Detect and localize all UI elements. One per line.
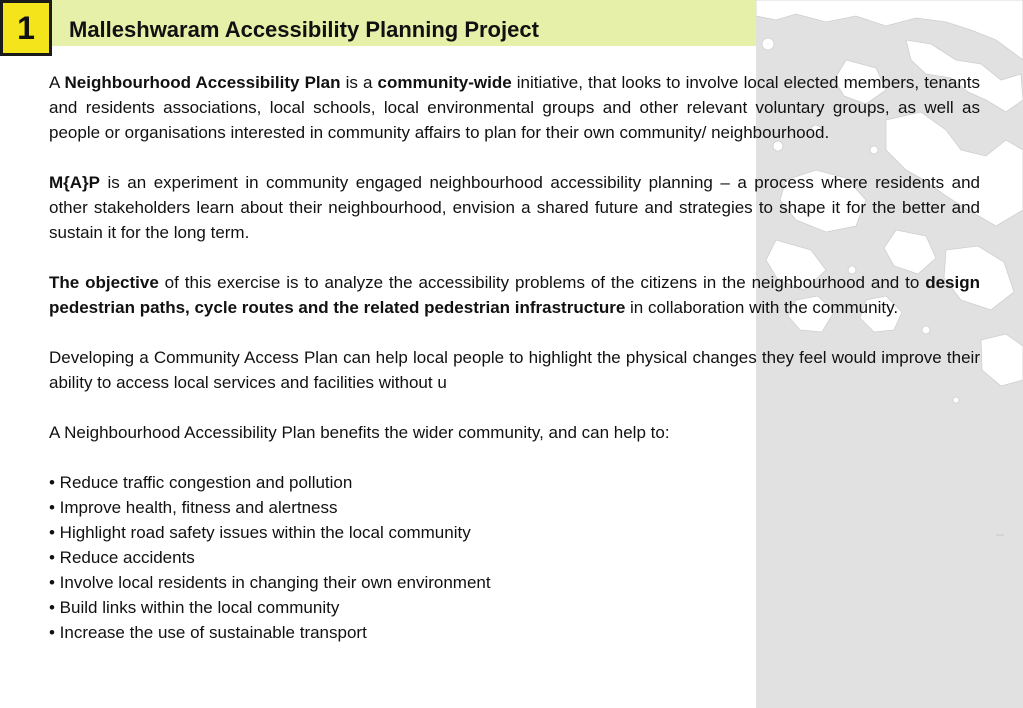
- list-item: • Reduce traffic congestion and pollution: [49, 473, 353, 492]
- slide-number-badge: [0, 0, 52, 56]
- paragraph-objective: The objective of this exercise is to analyze the accessibility problems of the citizens in the neighbourhood and to design pedestrian paths, cycle routes and the related pedestrian infrastructure in collaboration with the community.: [49, 273, 980, 317]
- page-title: Malleshwaram Accessibility Planning Project: [69, 17, 539, 42]
- list-item: • Involve local residents in changing their own environment: [49, 573, 491, 592]
- benefits-list: [49, 470, 980, 645]
- slide-number: 1: [17, 9, 35, 46]
- list-item: • Increase the use of sustainable transport: [49, 623, 367, 642]
- paragraph-benefits-intro: A Neighbourhood Accessibility Plan benefits the wider community, and can help to:: [49, 423, 670, 442]
- main-content: [49, 70, 980, 645]
- list-item: • Highlight road safety issues within the local community: [49, 523, 471, 542]
- list-item: • Build links within the local community: [49, 598, 340, 617]
- paragraph-intro: A Neighbourhood Accessibility Plan is a community-wide initiative, that looks to involve local elected members, tenants and residents associations, local schools, local environmental groups and other relevant voluntary groups, as well as people or organisations interested in community affairs to plan for their own community/ neighbourhood.: [49, 73, 981, 142]
- paragraph-community-access-plan: Developing a Community Access Plan can help local people to highlight the physical changes they feel would improve their ability to access local services and facilities without u: [49, 348, 980, 392]
- paragraph-map-experiment: M{A}P is an experiment in community engaged neighbourhood accessibility planning – a process where residents and other stakeholders learn about their neighbourhood, envision a shared future and strategies to shape it for the better and sustain it for the long term.: [49, 173, 980, 242]
- list-item: • Reduce accidents: [49, 548, 195, 567]
- list-item: • Improve health, fitness and alertness: [49, 498, 338, 517]
